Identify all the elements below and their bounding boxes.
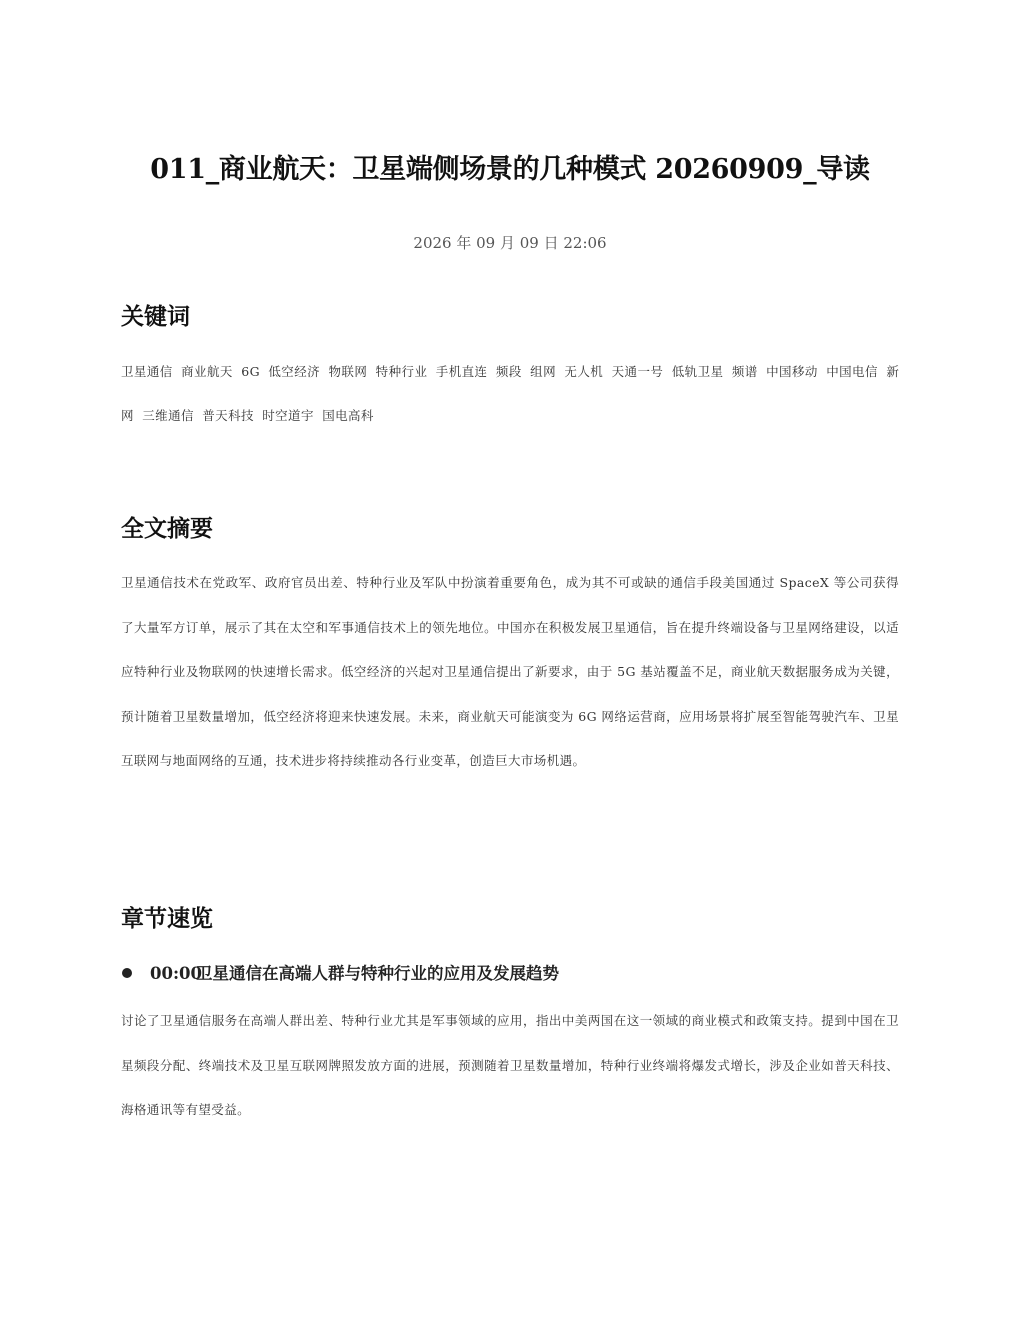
keyword: 国电高科 [322,408,374,423]
bullet-icon [122,968,132,978]
keyword: 中国移动 [766,364,818,379]
keyword: 三维通信 [142,408,194,423]
chapters-heading: 章节速览 [121,906,213,932]
keyword: 低轨卫星 [671,364,724,379]
keyword: 6G [241,364,260,379]
keywords-list [121,350,899,438]
keyword: 低空经济 [268,364,321,379]
keyword: 新网 [121,364,900,423]
keyword: 频段 [495,364,522,379]
summary-paragraph: 卫星通信技术在党政军、政府官员出差、特种行业及军队中扮演着重要角色，成为其不可或缺的通信手段美国通过 SpaceX 等公司获得了大量军方订单，展示了其在太空和军事通信技术上的领先地位。中国亦在积极发展卫星通信，旨在提升终端设备与卫星网络建设，以适应特种行业及物联网的快速增长需求。低空经济的兴起对卫星通信提出了新要求，由于 5G 基站覆盖不足，商业航天数据服务成为关键，预计随着卫星数量增加，低空经济将迎来快速发展。未来，商业航天可能演变为 6G 网络运营商，应用场景将扩展至智能驾驶汽车、卫星互联网与地面网络的互通，技术进步将持续推动各行业变革，创造巨大市场机遇。 [121,575,899,768]
document-title: 011_商业航天：卫星端侧场景的几种模式 20260909_导读 [150,154,870,185]
keyword: 频谱 [731,364,758,379]
keyword: 手机直连 [435,364,488,379]
chapter-item [121,958,899,990]
keyword: 卫星通信 [121,364,173,379]
keyword: 天通一号 [611,364,664,379]
chapter-timestamp: 00:00 [150,964,203,983]
keyword: 特种行业 [375,364,428,379]
chapter-title: 卫星通信在高端人群与特种行业的应用及发展趋势 [196,964,559,983]
keyword: 组网 [530,364,557,379]
keyword: 普天科技 [202,408,254,423]
keyword: 物联网 [328,364,368,379]
keyword: 无人机 [564,364,604,379]
keywords-heading: 关键词 [121,304,190,330]
document-date: 2026 年 09 月 09 日 22:06 [413,234,607,252]
keyword: 中国电信 [826,364,878,379]
keyword: 商业航天 [181,364,233,379]
summary-heading: 全文摘要 [121,516,213,542]
chapter-description: 讨论了卫星通信服务在高端人群出差、特种行业尤其是军事领域的应用，指出中美两国在这一领域的商业模式和政策支持。提到中国在卫星频段分配、终端技术及卫星互联网牌照发放方面的进展，预测随着卫星数量增加，特种行业终端将爆发式增长，涉及企业如普天科技、海格通讯等有望受益。 [121,1013,899,1117]
keyword: 时空道宇 [262,408,314,423]
